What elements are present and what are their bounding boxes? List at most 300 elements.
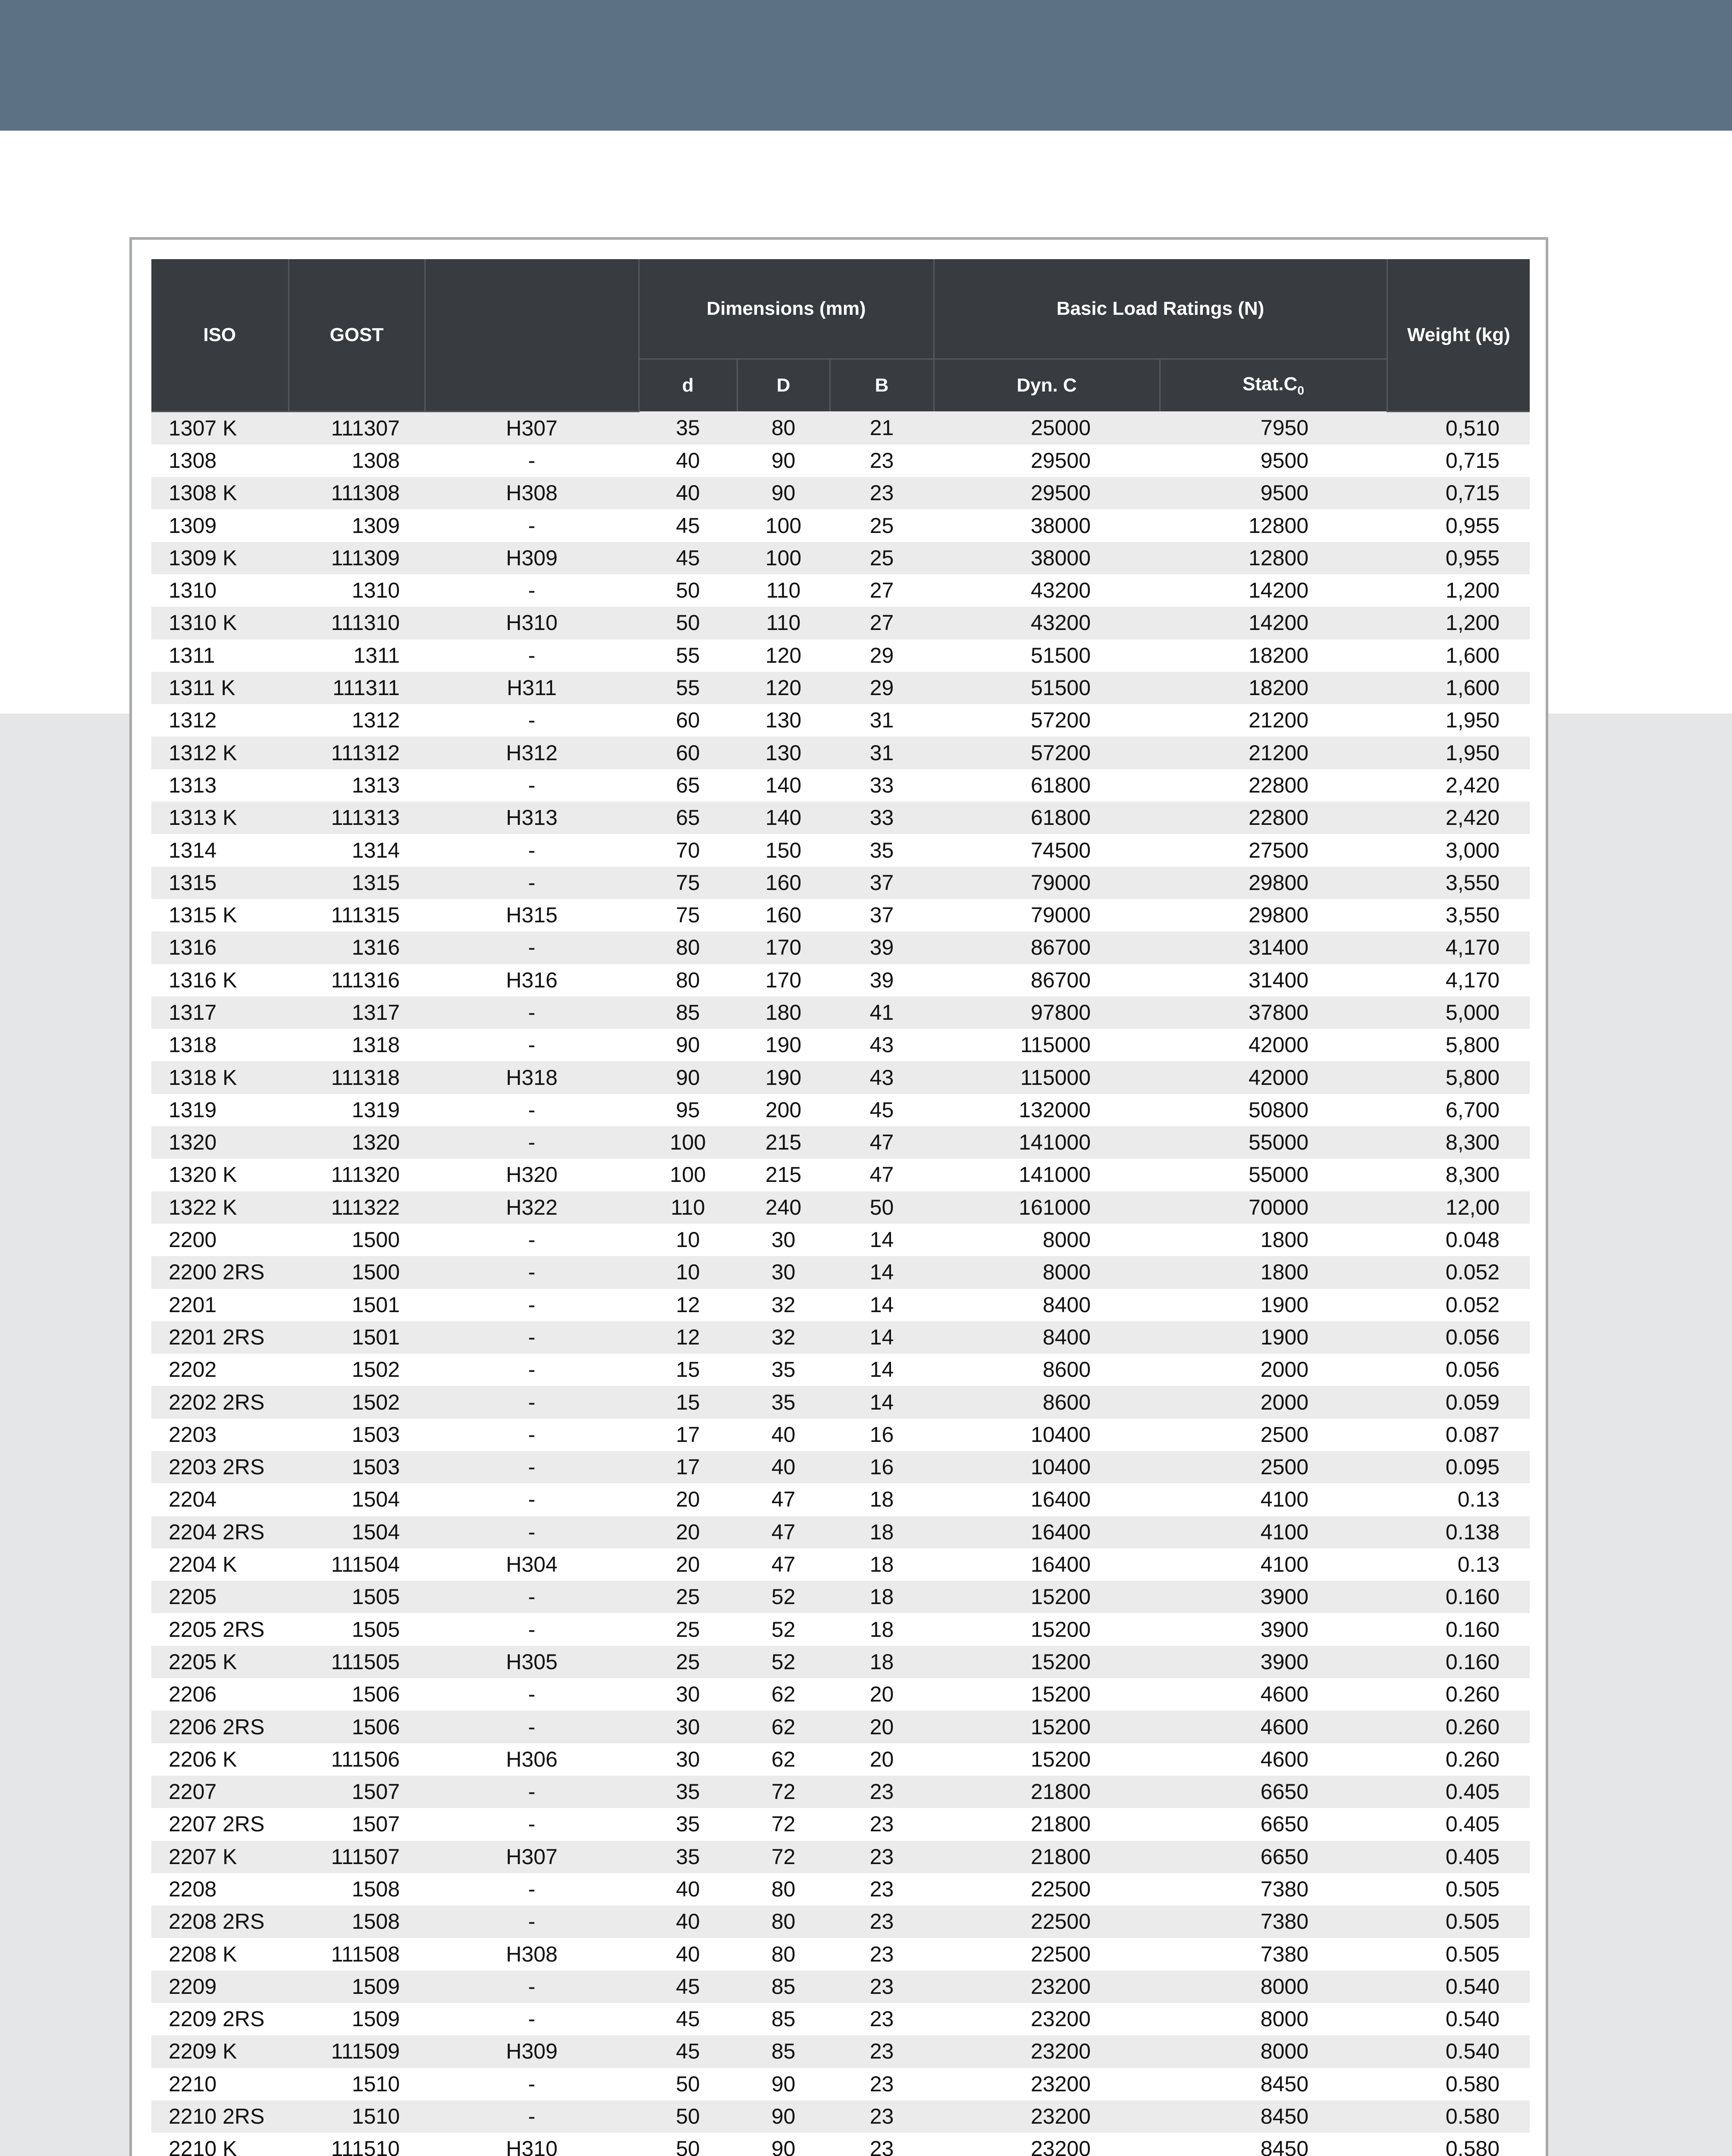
table-row <box>151 899 1530 931</box>
cell-iso: 1308 <box>169 448 217 473</box>
table-row <box>151 574 1530 607</box>
cell-iso: 2201 <box>169 1292 217 1317</box>
cell-weight: 1,600 <box>1387 672 1530 704</box>
cell-d: 80 <box>676 968 700 992</box>
cell-D: 170 <box>737 931 830 964</box>
cell-gost: 111308 <box>289 477 425 509</box>
cell-d: 40 <box>639 1905 737 1938</box>
cell-B: 27 <box>869 578 894 603</box>
cell-dyn-c: 23200 <box>934 2100 1160 2133</box>
cell-gost: 111316 <box>331 968 400 992</box>
cell-iso: 2206 <box>169 1682 217 1707</box>
cell-dyn-c: 74500 <box>1030 838 1091 862</box>
cell-weight: 0.540 <box>1445 2007 1500 2031</box>
cell-adapter: H315 <box>506 903 558 928</box>
col-header-stat-sub: 0 <box>1297 383 1304 397</box>
cell-stat-c0: 4600 <box>1260 1682 1309 1707</box>
cell-stat-c0: 21200 <box>1160 736 1387 769</box>
cell-dyn-c: 23200 <box>934 2035 1160 2068</box>
cell-adapter: - <box>528 578 536 603</box>
cell-dyn-c: 8000 <box>934 1256 1160 1288</box>
cell-B: 14 <box>830 1256 934 1288</box>
cell-dyn-c: 22500 <box>1030 1877 1091 1901</box>
cell-B: 45 <box>869 1097 894 1122</box>
cell-d: 90 <box>676 1033 700 1057</box>
cell-gost: 1501 <box>289 1321 425 1354</box>
cell-d: 35 <box>639 411 737 445</box>
cell-stat-c0: 1800 <box>1160 1256 1387 1288</box>
cell-d: 30 <box>639 1711 737 1743</box>
cell-iso: 2206 K <box>169 1747 237 1771</box>
cell-B: 33 <box>830 802 934 834</box>
cell-adapter: - <box>425 1581 639 1613</box>
cell-gost: 1509 <box>351 2007 400 2031</box>
col-header-load-ratings: Basic Load Ratings (N) <box>934 259 1387 359</box>
cell-dyn-c: 22500 <box>1030 1942 1091 1966</box>
cell-stat-c0: 50800 <box>1248 1097 1309 1122</box>
cell-d: 10 <box>639 1256 737 1288</box>
cell-D: 110 <box>766 578 801 603</box>
cell-stat-c0: 8450 <box>1260 2071 1309 2096</box>
cell-adapter: - <box>528 448 536 473</box>
cell-weight: 0.405 <box>1445 1812 1500 1836</box>
table-row <box>151 1159 1530 1191</box>
cell-B: 18 <box>869 1487 894 1512</box>
spec-table-card <box>129 237 1548 2156</box>
cell-D: 120 <box>737 672 830 704</box>
table-row <box>151 1094 1530 1126</box>
cell-d: 15 <box>639 1386 737 1418</box>
cell-gost: 1504 <box>289 1516 425 1548</box>
col-header-D: D <box>737 359 830 412</box>
cell-iso: 1318 <box>169 1033 217 1057</box>
cell-dyn-c: 15200 <box>934 1646 1160 1678</box>
cell-dyn-c: 141000 <box>1019 1163 1091 1187</box>
table-row <box>151 1548 1530 1581</box>
cell-dyn-c: 8600 <box>934 1386 1160 1418</box>
cell-weight: 8,300 <box>1445 1163 1500 1187</box>
cell-stat-c0: 29800 <box>1248 903 1309 928</box>
cell-dyn-c: 23200 <box>934 1971 1160 2003</box>
cell-gost: 1510 <box>289 2100 425 2133</box>
cell-stat-c0: 9500 <box>1160 477 1387 509</box>
cell-D: 90 <box>771 448 796 473</box>
cell-gost: 1308 <box>351 448 400 473</box>
cell-gost: 111508 <box>331 1942 400 1966</box>
cell-gost: 1317 <box>289 997 425 1029</box>
cell-adapter: - <box>528 1617 536 1642</box>
cell-iso: 2209 2RS <box>169 2007 265 2031</box>
cell-stat-c0: 31400 <box>1248 968 1309 992</box>
cell-gost: 1504 <box>351 1487 400 1512</box>
cell-dyn-c: 15200 <box>934 1581 1160 1613</box>
table-row <box>151 1873 1530 1905</box>
table-row <box>151 802 1530 834</box>
cell-weight: 1,200 <box>1387 607 1530 639</box>
cell-adapter: - <box>528 1487 536 1512</box>
cell-B: 39 <box>869 968 894 992</box>
cell-gost: 111505 <box>289 1646 425 1678</box>
cell-d: 40 <box>676 1942 700 1966</box>
table-row <box>151 1354 1530 1386</box>
cell-stat-c0: 4100 <box>1260 1487 1309 1512</box>
cell-adapter: H304 <box>506 1552 558 1577</box>
table-row <box>151 1061 1530 1094</box>
cell-dyn-c: 43200 <box>1030 578 1091 603</box>
cell-stat-c0: 1900 <box>1160 1321 1387 1354</box>
cell-stat-c0: 55000 <box>1160 1126 1387 1159</box>
cell-iso: 2205 2RS <box>169 1617 265 1642</box>
cell-d: 25 <box>676 1617 700 1642</box>
cell-D: 80 <box>771 1877 796 1901</box>
cell-iso: 2205 <box>151 1581 289 1613</box>
cell-d: 70 <box>676 838 700 862</box>
cell-B: 18 <box>830 1646 934 1678</box>
cell-d: 60 <box>676 708 700 733</box>
cell-dyn-c: 29500 <box>1030 448 1091 473</box>
cell-d: 75 <box>639 867 737 899</box>
cell-dyn-c: 25000 <box>934 411 1160 445</box>
cell-adapter: - <box>528 1097 536 1122</box>
cell-gost: 111320 <box>331 1163 400 1187</box>
cell-stat-c0: 1800 <box>1260 1228 1309 1252</box>
col-header-dyn: Dyn. C <box>934 359 1160 412</box>
col-header-stat-c: C <box>1283 373 1298 395</box>
table-row <box>151 509 1530 542</box>
cell-stat-c0: 2000 <box>1260 1357 1309 1382</box>
cell-dyn-c: 8600 <box>1042 1357 1091 1382</box>
col-header-iso: ISO <box>151 259 289 411</box>
cell-dyn-c: 16400 <box>934 1516 1160 1548</box>
cell-stat-c0: 55000 <box>1248 1163 1309 1187</box>
cell-d: 20 <box>639 1516 737 1548</box>
cell-weight: 0.505 <box>1387 1905 1530 1938</box>
cell-B: 41 <box>830 997 934 1029</box>
cell-B: 18 <box>869 1617 894 1642</box>
cell-d: 65 <box>676 773 700 797</box>
cell-dyn-c: 43200 <box>934 607 1160 639</box>
cell-dyn-c: 10400 <box>1030 1422 1091 1447</box>
cell-iso: 1315 <box>151 867 289 899</box>
cell-d: 45 <box>639 2035 737 2068</box>
cell-adapter: - <box>425 997 639 1029</box>
cell-d: 80 <box>639 931 737 964</box>
cell-D: 32 <box>771 1292 796 1317</box>
cell-weight: 5,800 <box>1387 1061 1530 1094</box>
cell-D: 190 <box>737 1061 830 1094</box>
cell-gost: 111315 <box>331 903 400 928</box>
table-row <box>151 1841 1530 1873</box>
col-header-weight: Weight (kg) <box>1387 259 1530 411</box>
cell-B: 14 <box>869 1357 894 1382</box>
col-header-B: B <box>830 359 934 412</box>
cell-D: 140 <box>737 802 830 834</box>
col-header-stat <box>1160 359 1387 412</box>
cell-D: 35 <box>771 1357 796 1382</box>
table-row <box>151 736 1530 769</box>
cell-B: 23 <box>830 2035 934 2068</box>
col-header-stat-label: Stat. <box>1243 373 1284 395</box>
cell-weight: 0.13 <box>1457 1487 1500 1512</box>
cell-d: 12 <box>676 1292 700 1317</box>
cell-B: 23 <box>830 1776 934 1808</box>
cell-B: 21 <box>830 411 934 445</box>
cell-iso: 1320 <box>151 1126 289 1159</box>
cell-B: 20 <box>830 1711 934 1743</box>
cell-iso: 1314 <box>169 838 217 862</box>
cell-B: 47 <box>830 1126 934 1159</box>
cell-B: 14 <box>869 1228 894 1252</box>
cell-weight: 0.052 <box>1445 1292 1500 1317</box>
cell-stat-c0: 2000 <box>1160 1386 1387 1418</box>
cell-weight: 5,800 <box>1445 1033 1500 1057</box>
cell-weight: 12,00 <box>1387 1191 1530 1224</box>
cell-B: 23 <box>830 1971 934 2003</box>
cell-adapter: H310 <box>506 2137 558 2156</box>
cell-D: 30 <box>737 1256 830 1288</box>
cell-d: 110 <box>639 1191 737 1224</box>
cell-B: 23 <box>869 1877 894 1901</box>
cell-gost: 1500 <box>289 1256 425 1288</box>
table-row <box>151 1743 1530 1776</box>
cell-D: 85 <box>737 2035 830 2068</box>
cell-adapter: - <box>425 1386 639 1418</box>
cell-iso: 2204 K <box>169 1552 237 1577</box>
cell-d: 12 <box>639 1321 737 1354</box>
cell-D: 110 <box>737 607 830 639</box>
cell-adapter: - <box>425 1905 639 1938</box>
cell-weight: 1,950 <box>1445 708 1500 733</box>
cell-gost: 1315 <box>289 867 425 899</box>
cell-iso: 1311 K <box>151 672 289 704</box>
cell-dyn-c: 10400 <box>934 1451 1160 1483</box>
cell-dyn-c: 57200 <box>1030 708 1091 733</box>
cell-gost: 111506 <box>331 1747 400 1771</box>
cell-gost: 1507 <box>351 1812 400 1836</box>
cell-B: 14 <box>830 1386 934 1418</box>
cell-dyn-c: 57200 <box>934 736 1160 769</box>
cell-gost: 1318 <box>351 1033 400 1057</box>
cell-d: 45 <box>676 513 700 538</box>
cell-D: 80 <box>737 411 830 445</box>
cell-stat-c0: 21200 <box>1248 708 1309 733</box>
cell-stat-c0: 42000 <box>1160 1061 1387 1094</box>
bearing-spec-table <box>151 259 1530 2156</box>
cell-D: 32 <box>737 1321 830 1354</box>
cell-adapter: - <box>528 1682 536 1707</box>
cell-D: 35 <box>737 1386 830 1418</box>
cell-adapter: H320 <box>506 1163 558 1187</box>
cell-weight: 3,550 <box>1445 903 1500 928</box>
cell-gost: 1316 <box>289 931 425 964</box>
cell-dyn-c: 161000 <box>934 1191 1160 1224</box>
cell-adapter: - <box>425 1321 639 1354</box>
cell-B: 14 <box>869 1292 894 1317</box>
top-banner <box>0 0 1732 131</box>
table-row <box>151 1289 1530 1321</box>
cell-B: 20 <box>869 1682 894 1707</box>
cell-stat-c0: 7380 <box>1260 1877 1309 1901</box>
cell-gost: 111507 <box>289 1841 425 1873</box>
cell-D: 180 <box>737 997 830 1029</box>
cell-adapter: H305 <box>425 1646 639 1678</box>
cell-D: 62 <box>771 1747 796 1771</box>
cell-d: 85 <box>639 997 737 1029</box>
cell-d: 50 <box>639 607 737 639</box>
col-header-adapter <box>425 259 639 411</box>
cell-D: 190 <box>765 1033 802 1057</box>
cell-dyn-c: 23200 <box>1030 2137 1091 2156</box>
cell-D: 52 <box>737 1581 830 1613</box>
cell-adapter: H309 <box>425 2035 639 2068</box>
cell-D: 62 <box>771 1682 796 1707</box>
cell-weight: 0.405 <box>1387 1776 1530 1808</box>
cell-iso: 1309 <box>169 513 217 538</box>
cell-adapter: H312 <box>425 736 639 769</box>
cell-weight: 0,955 <box>1445 513 1500 538</box>
cell-d: 25 <box>639 1581 737 1613</box>
cell-iso: 2210 <box>169 2071 217 2096</box>
cell-B: 23 <box>869 1812 894 1836</box>
cell-B: 29 <box>869 643 894 667</box>
cell-stat-c0: 18200 <box>1248 643 1309 667</box>
cell-d: 50 <box>676 2137 700 2156</box>
cell-weight: 0.160 <box>1387 1646 1530 1678</box>
cell-stat-c0: 4600 <box>1160 1711 1387 1743</box>
cell-D: 130 <box>765 708 802 733</box>
cell-stat-c0: 12800 <box>1160 542 1387 574</box>
cell-stat-c0: 1900 <box>1260 1292 1309 1317</box>
cell-adapter: - <box>425 867 639 899</box>
cell-stat-c0: 8000 <box>1160 2035 1387 2068</box>
cell-adapter: H318 <box>425 1061 639 1094</box>
cell-weight: 0.505 <box>1445 1877 1500 1901</box>
cell-d: 50 <box>639 2100 737 2133</box>
cell-dyn-c: 115000 <box>934 1061 1160 1094</box>
cell-B: 27 <box>830 607 934 639</box>
cell-weight: 0.260 <box>1387 1711 1530 1743</box>
cell-weight: 0.095 <box>1387 1451 1530 1483</box>
table-row <box>151 1386 1530 1418</box>
cell-adapter: H308 <box>506 1942 558 1966</box>
cell-weight: 0.505 <box>1445 1942 1500 1966</box>
cell-stat-c0: 8000 <box>1260 2007 1309 2031</box>
table-row <box>151 2100 1530 2133</box>
cell-stat-c0: 2500 <box>1260 1422 1309 1447</box>
cell-d: 50 <box>676 578 700 603</box>
cell-adapter: - <box>528 1812 536 1836</box>
cell-B: 43 <box>830 1061 934 1094</box>
cell-stat-c0: 7950 <box>1160 411 1387 445</box>
cell-d: 90 <box>639 1061 737 1094</box>
cell-dyn-c: 15200 <box>934 1711 1160 1743</box>
table-row <box>151 1224 1530 1256</box>
cell-gost: 1509 <box>289 1971 425 2003</box>
cell-B: 25 <box>830 542 934 574</box>
cell-d: 40 <box>676 1877 700 1901</box>
cell-D: 80 <box>737 1905 830 1938</box>
cell-iso: 1315 K <box>169 903 237 928</box>
cell-weight: 0.540 <box>1387 2035 1530 2068</box>
cell-iso: 2207 <box>151 1776 289 1808</box>
cell-adapter: - <box>425 2100 639 2133</box>
cell-B: 18 <box>869 1552 894 1577</box>
table-row <box>151 931 1530 964</box>
cell-weight: 3,000 <box>1445 838 1500 862</box>
cell-gost: 1320 <box>289 1126 425 1159</box>
cell-iso: 2207 2RS <box>169 1812 265 1836</box>
cell-iso: 1310 <box>169 578 217 603</box>
cell-d: 95 <box>676 1097 700 1122</box>
cell-weight: 0,715 <box>1445 448 1500 473</box>
cell-B: 16 <box>830 1451 934 1483</box>
cell-D: 90 <box>737 2100 830 2133</box>
table-row <box>151 2003 1530 2035</box>
cell-dyn-c: 61800 <box>934 802 1160 834</box>
cell-weight: 0.540 <box>1387 1971 1530 2003</box>
cell-gost: 111510 <box>331 2137 400 2156</box>
table-row <box>151 834 1530 866</box>
cell-weight: 2,420 <box>1445 773 1500 797</box>
cell-D: 140 <box>765 773 802 797</box>
cell-weight: 1,200 <box>1445 578 1500 603</box>
cell-d: 60 <box>639 736 737 769</box>
cell-stat-c0: 9500 <box>1260 448 1309 473</box>
cell-B: 23 <box>830 477 934 509</box>
cell-iso: 1313 K <box>151 802 289 834</box>
cell-iso: 1316 K <box>169 968 237 992</box>
cell-stat-c0: 37800 <box>1160 997 1387 1029</box>
cell-d: 25 <box>639 1646 737 1678</box>
cell-weight: 0.087 <box>1445 1422 1500 1447</box>
cell-adapter: H307 <box>425 411 639 445</box>
cell-iso: 1319 <box>169 1097 217 1122</box>
table-row <box>151 2035 1530 2068</box>
cell-weight: 6,700 <box>1445 1097 1500 1122</box>
cell-stat-c0: 14200 <box>1160 607 1387 639</box>
cell-adapter: H308 <box>425 477 639 509</box>
table-row <box>151 1808 1530 1840</box>
cell-weight: 0.260 <box>1445 1747 1500 1771</box>
cell-D: 100 <box>737 542 830 574</box>
table-body <box>151 411 1530 2156</box>
cell-gost: 1500 <box>351 1228 400 1252</box>
cell-B: 23 <box>869 2137 894 2156</box>
cell-gost: 1309 <box>351 513 400 538</box>
cell-gost: 1310 <box>351 578 400 603</box>
cell-weight: 0.160 <box>1445 1617 1500 1642</box>
cell-d: 40 <box>676 448 700 473</box>
cell-gost: 111509 <box>289 2035 425 2068</box>
cell-B: 47 <box>869 1163 894 1187</box>
cell-weight: 1,600 <box>1445 643 1500 667</box>
cell-adapter: H307 <box>425 1841 639 1873</box>
cell-D: 90 <box>771 2137 796 2156</box>
cell-gost: 1508 <box>289 1905 425 1938</box>
table-row <box>151 411 1530 445</box>
cell-adapter: - <box>528 773 536 797</box>
cell-d: 45 <box>639 542 737 574</box>
cell-D: 47 <box>771 1487 796 1512</box>
cell-iso: 2208 <box>169 1877 217 1901</box>
cell-D: 30 <box>771 1228 796 1252</box>
cell-gost: 111312 <box>289 736 425 769</box>
cell-weight: 2,420 <box>1387 802 1530 834</box>
table-row <box>151 1126 1530 1159</box>
table-row <box>151 997 1530 1029</box>
cell-gost: 111307 <box>289 411 425 445</box>
cell-D: 72 <box>771 1812 796 1836</box>
